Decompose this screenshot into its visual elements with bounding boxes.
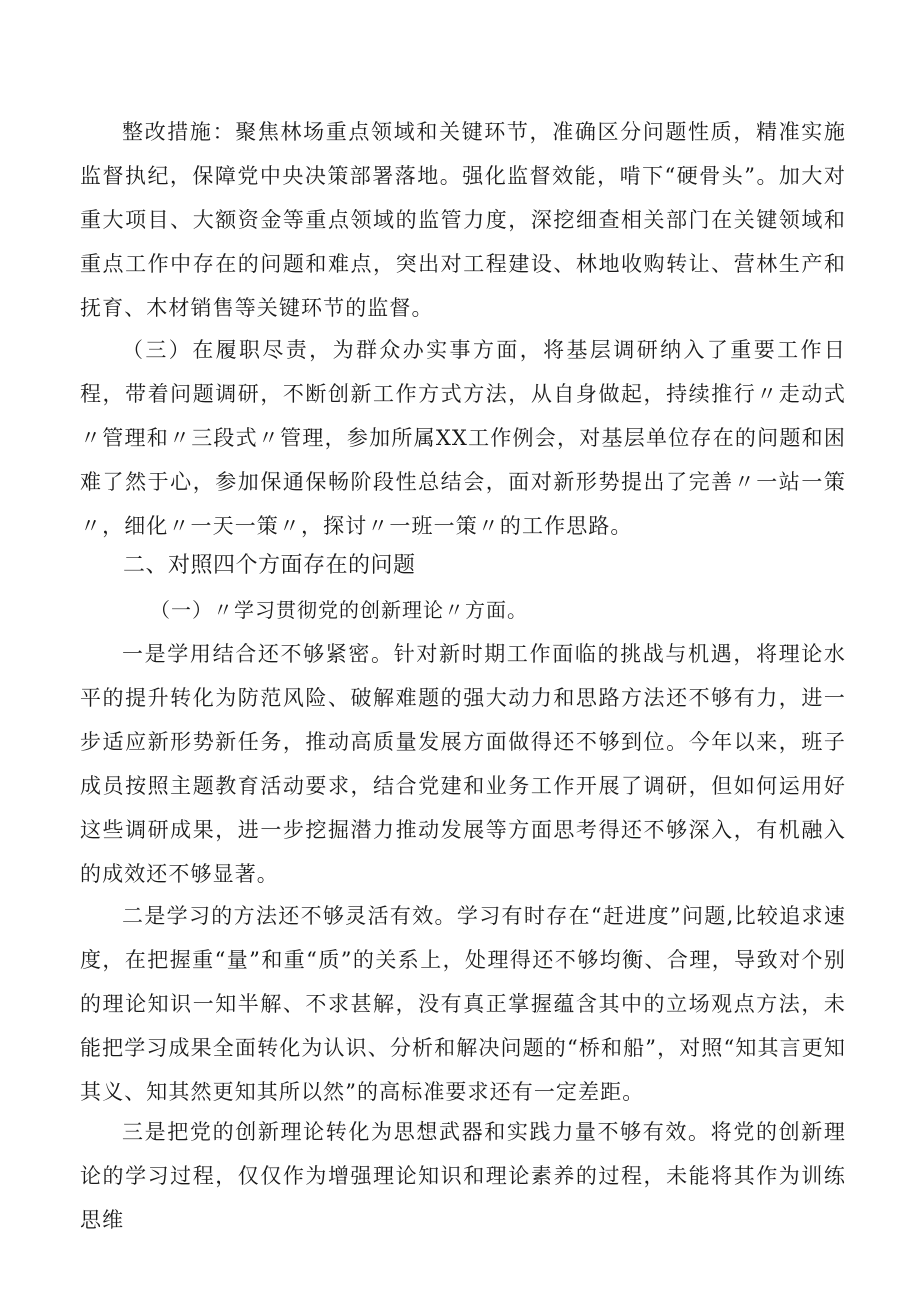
paragraph-point-two: 二是学习的方法还不够灵活有效。学习有时存在“赶进度”问题,比较追求速度，在把握重“量”和重“质”的关系上，处理得还不够均衡、合理，导致对个别的理论知识一知半解、不求甚解，没有真正掌握蕴含其中的立场观点方法，未能把学习成果全面转化为认识、分析和解决问题的“桥和船”，对照“知其言更知其义、知其然更知其所以然”的高标准要求还有一定差距。 bbox=[80, 904, 846, 1104]
subheading-learning-theory: （一）〃学习贯彻党的创新理论〃方面。 bbox=[150, 598, 528, 622]
paragraph-section-three: （三）在履职尽责，为群众办实事方面，将基层调研纳入了重要工作日程，带着问题调研，不断创新工作方式方法，从自身做起，持续推行〃走动式〃管理和〃三段式〃管理，参加所属XX工作例会，对基层单位存在的问题和困难了然于心，参加保通保畅阶段性总结会，面对新形势提出了完善〃一站一策〃，细化〃一天一策〃，探讨〃一班一策〃的工作思路。 bbox=[80, 338, 846, 538]
paragraph-point-one: 一是学用结合还不够紧密。针对新时期工作面临的挑战与机遇，将理论水平的提升转化为防范风险、破解难题的强大动力和思路方法还不够有力，进一步适应新形势新任务，推动高质量发展方面做得还不够到位。今年以来，班子成员按照主题教育活动要求，结合党建和业务工作开展了调研，但如何运用好这些调研成果，进一步挖掘潜力推动发展等方面思考得还不够深入，有机融入的成效还不够显著。 bbox=[80, 642, 846, 886]
section-heading-problems: 二、对照四个方面存在的问题 bbox=[123, 553, 416, 578]
paragraph-point-three: 三是把党的创新理论转化为思想武器和实践力量不够有效。将党的创新理论的学习过程，仅仅作为增强理论知识和理论素养的过程，未能将其作为训练思维 bbox=[80, 1120, 846, 1232]
paragraph-rectification-measures: 整改措施：聚焦林场重点领域和关键环节，准确区分问题性质，精准实施监督执纪，保障党中央决策部署落地。强化监督效能，啃下“硬骨头”。加大对重大项目、大额资金等重点领域的监管力度，深挖细查相关部门在关键领域和重点工作中存在的问题和难点，突出对工程建设、林地收购转让、营林生产和抚育、木材销售等关键环节的监督。 bbox=[80, 120, 846, 320]
